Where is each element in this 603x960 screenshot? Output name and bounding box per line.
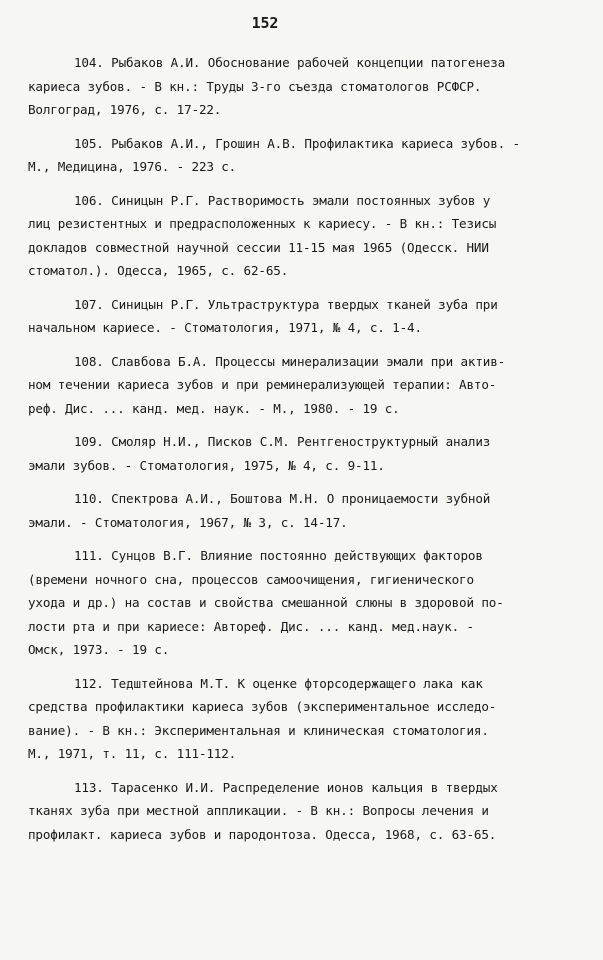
reference-entry	[28, 51, 572, 122]
reference-line: 109. Смоляр Н.И., Писков С.М. Рентгеноструктурный анализ	[74, 434, 491, 449]
reference-line: реф. Дис. ... канд. мед. наук. - М., 1980. - 19 с.	[28, 400, 400, 416]
reference-line: Волгоград, 1976, с. 17-22.	[28, 102, 222, 117]
reference-line: М., 1971, т. 11, с. 111-112.	[28, 746, 237, 761]
reference-line: 105. Рыбаков А.И., Грошин А.В. Профилактика кариеса зубов. -	[74, 135, 520, 151]
reference-line: 107. Синицын Р.Г. Ультраструктура твердых тканей зуба при	[74, 296, 498, 312]
reference-entry	[28, 487, 572, 534]
reference-line: 111. Сунцов В.Г. Влияние постоянно действующих факторов	[74, 548, 483, 563]
reference-line: эмали. - Стоматология, 1967, № 3, с. 14-17.	[28, 514, 348, 530]
reference-line: 104. Рыбаков А.И. Обоснование рабочей концепции патогенеза	[74, 55, 506, 70]
reference-line: (времени ночного сна, процессов самоочищения, гигиенического	[28, 571, 474, 587]
reference-line: средства профилактики кариеса зубов (экспериментальное исследо-	[28, 699, 497, 714]
reference-entry	[28, 293, 572, 340]
reference-line: докладов совместной научной сессии 11-15 мая 1965 (Одесск. НИИ	[28, 239, 489, 255]
reference-entry	[28, 350, 572, 421]
reference-entry	[28, 189, 572, 283]
reference-entry	[28, 132, 572, 179]
reference-entry	[28, 430, 572, 477]
reference-line: Омск, 1973. - 19 с.	[28, 642, 170, 657]
reference-line: 110. Спектрова А.И., Боштова М.Н. О проницаемости зубной	[74, 491, 491, 506]
reference-line: кариеса зубов. - В кн.: Труды 3-го съезда стоматологов РСФСР.	[28, 78, 482, 94]
reference-line: ухода и др.) на состав и свойства смешанной слюны в здоровой по-	[28, 595, 504, 610]
reference-line: лиц резистентных и предрасположенных к кариесу. - В кн.: Тезисы	[28, 216, 497, 231]
reference-line: М., Медицина, 1976. - 223 с.	[28, 159, 237, 174]
reference-entry	[28, 776, 572, 847]
reference-line: начальном кариесе. - Стоматология, 1971, № 4, с. 1-4.	[28, 320, 422, 335]
reference-entry	[28, 672, 572, 766]
reference-line: 106. Синицын Р.Г. Растворимость эмали постоянных зубов у	[74, 192, 491, 208]
reference-line: профилакт. кариеса зубов и пародонтоза. Одесса, 1968, с. 63-65.	[28, 826, 497, 842]
reference-line: вание). - В кн.: Экспериментальная и клиническая стоматология.	[28, 722, 489, 738]
page-number: 152	[251, 14, 279, 32]
reference-line: 112. Тедштейнова М.Т. К оценке фторсодержащего лака как	[74, 675, 483, 691]
reference-line: тканях зуба при местной аппликации. - В кн.: Вопросы лечения и	[28, 803, 489, 818]
reference-line: 113. Тарасенко И.И. Распределение ионов кальция в твердых	[74, 779, 498, 795]
reference-line: ном течении кариеса зубов и при реминерализующей терапии: Авто-	[28, 377, 497, 392]
reference-line: лости рта и при кариесе: Автореф. Дис. ... канд. мед.наук. -	[28, 618, 474, 634]
reference-entry	[28, 544, 572, 662]
reference-line: стоматол.). Одесса, 1965, с. 62-65.	[28, 263, 289, 278]
reference-list	[28, 51, 572, 856]
reference-line: 108. Славбова Б.А. Процессы минерализации эмали при актив-	[74, 353, 506, 369]
reference-line: эмали зубов. - Стоматология, 1975, № 4, с. 9-11.	[28, 457, 385, 473]
